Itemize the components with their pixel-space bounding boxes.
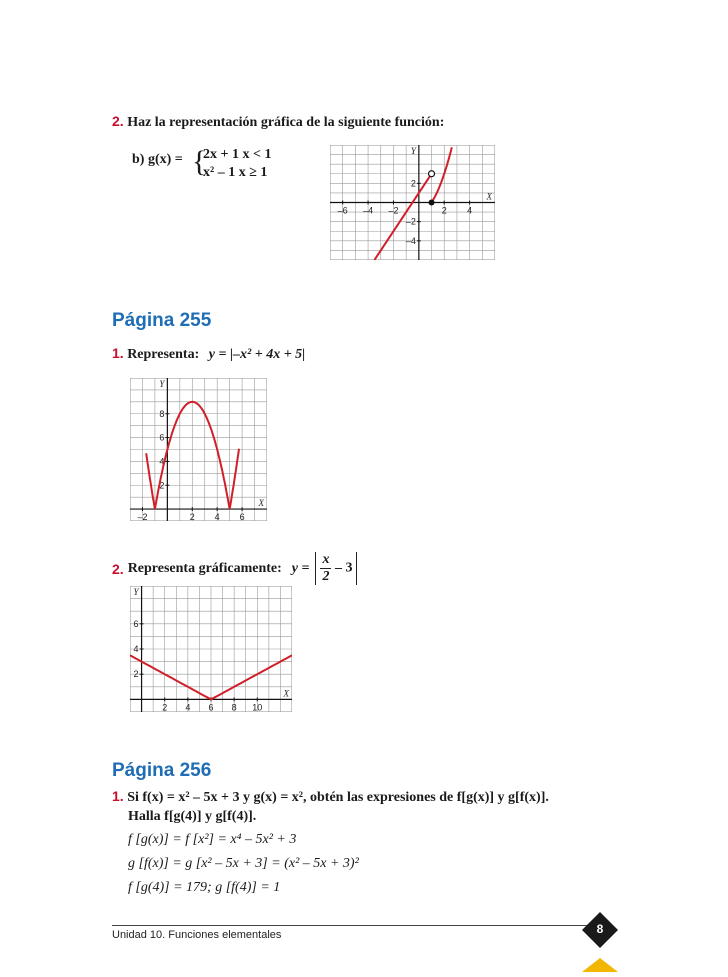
x-tick-label: 4 <box>185 702 191 712</box>
exercise-instruction: Representa gráficamente: <box>127 560 282 576</box>
y-tick-label: –4 <box>405 235 416 246</box>
y-tick-label: 4 <box>133 644 139 654</box>
y-tick-label: 2 <box>159 480 165 491</box>
exercise-number: 1. <box>112 345 124 361</box>
exercise-substatement: Halla f[g(4)] y g[f(4)]. <box>128 809 257 824</box>
open-point <box>429 171 435 177</box>
closed-point <box>429 200 435 206</box>
y-tick-label: –2 <box>405 216 416 227</box>
exercise-instruction: Representa: <box>127 347 200 362</box>
exercise-number: 2. <box>112 113 124 129</box>
solution-line-2: g [f(x)] = g [x² – 5x + 3] = (x² – 5x + 3)² <box>128 856 359 871</box>
exercise-2-statement-b <box>112 552 357 585</box>
x-tick-label: –2 <box>137 512 148 521</box>
y-axis-label: Y <box>159 379 165 389</box>
x-tick-label: 2 <box>189 512 195 521</box>
exercise-instruction: Si f(x) = x² – 5x + 3 y g(x) = x², obtén las expresiones de f[g(x)] y g[f(x)]. <box>127 790 549 805</box>
x-tick-label: 4 <box>467 205 473 216</box>
function-label: b) g(x) = <box>132 152 183 167</box>
y-tick-label: 2 <box>410 178 416 189</box>
x-axis-label: X <box>283 688 289 699</box>
exercise-number: 2. <box>112 560 124 577</box>
fraction-numerator: x <box>322 552 330 567</box>
x-tick-label: 10 <box>252 702 263 712</box>
badge-diamond-icon <box>580 912 620 972</box>
x-tick-label: –4 <box>363 205 374 216</box>
y-axis-label: Y <box>133 587 139 597</box>
x-tick-label: 2 <box>162 702 168 712</box>
page-number: 8 <box>596 922 604 936</box>
x-axis-label: X <box>486 191 492 202</box>
x-axis-label: X <box>258 498 264 509</box>
solution-line-1: f [g(x)] = f [x²] = x⁴ – 5x² + 3 <box>128 832 297 847</box>
x-tick-label: –6 <box>337 205 348 216</box>
formula: y = |–x² + 4x + 5| <box>208 347 306 362</box>
y-tick-label: 6 <box>133 618 139 629</box>
x-tick-label: –2 <box>388 205 399 216</box>
page-badge <box>580 912 620 972</box>
brace: { <box>192 145 207 178</box>
absolute-value <box>315 552 357 585</box>
fraction-denominator: 2 <box>322 569 330 584</box>
case-1: 2x + 1 x < 1 <box>203 147 272 162</box>
footer-rule <box>112 925 592 926</box>
formula-tail: – 3 <box>334 560 353 576</box>
page-heading-256: Página 256 <box>112 760 212 781</box>
exercise-1-statement <box>112 345 305 363</box>
x-tick-label: 2 <box>441 205 447 216</box>
y-tick-label: 6 <box>159 432 165 443</box>
footer-unit: Unidad 10. Funciones elementales <box>112 929 282 941</box>
y-tick-label: 2 <box>133 669 139 680</box>
exercise-2-statement <box>112 113 444 131</box>
x-tick-label: 6 <box>239 512 245 521</box>
x-tick-label: 6 <box>208 702 214 712</box>
exercise-instruction: Haz la representación gráfica de la siguiente función: <box>127 115 445 130</box>
x-tick-label: 8 <box>231 702 237 712</box>
case-2: x² – 1 x ≥ 1 <box>203 165 268 180</box>
piecewise-graph <box>330 145 495 260</box>
formula-lhs: y = <box>291 560 310 576</box>
y-tick-label: 8 <box>159 408 165 419</box>
abs-linear-graph <box>130 586 292 712</box>
page-heading-255: Página 255 <box>112 310 212 331</box>
abs-quadratic-graph <box>130 378 267 521</box>
exercise-1-statement-256 <box>112 788 549 806</box>
x-tick-label: 4 <box>214 512 220 521</box>
solution-line-3: f [g(4)] = 179; g [f(4)] = 1 <box>128 880 281 895</box>
fraction <box>320 552 331 585</box>
y-tick-label: 4 <box>159 456 165 467</box>
exercise-number: 1. <box>112 788 124 804</box>
y-axis-label: Y <box>410 146 416 156</box>
